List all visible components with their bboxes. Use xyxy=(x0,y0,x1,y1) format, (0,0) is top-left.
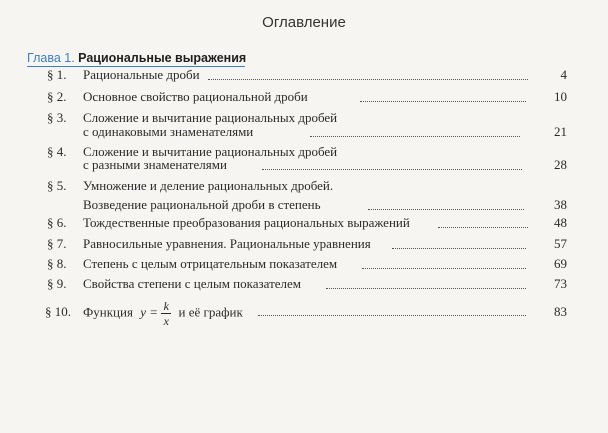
entry-title: Тождественные преобразования рациональных выражений xyxy=(83,215,410,230)
formula-numerator: k xyxy=(163,299,169,313)
leader-dots xyxy=(392,248,526,249)
leader-dots xyxy=(258,315,526,316)
leader-dots xyxy=(360,101,526,102)
leader-dots xyxy=(368,209,524,210)
entry-title-line2: с одинаковыми знаменателями xyxy=(83,124,254,139)
entry-title: Умножение и деление рациональных дробей. xyxy=(83,178,334,193)
entry-title-word: Функция xyxy=(83,304,133,320)
entry-number: § 4. xyxy=(47,144,67,159)
toc-entry-8 xyxy=(0,255,608,273)
entry-title: Свойства степени с целым показателем xyxy=(83,276,302,291)
entry-title xyxy=(83,300,243,327)
entry-title: Рациональные дроби xyxy=(83,67,200,82)
entry-number: § 7. xyxy=(47,236,67,251)
formula-fraction xyxy=(161,300,171,327)
entry-title: Основное свойство рациональной дроби xyxy=(83,89,308,104)
entry-title: Степень с целым отрицательным показателем xyxy=(83,256,338,271)
formula-lhs: y = xyxy=(140,304,158,320)
entry-number: § 9. xyxy=(47,276,67,291)
entry-title: Сложение и вычитание рациональных дробей xyxy=(83,110,338,125)
entry-page: 10 xyxy=(554,89,567,104)
entry-page: 69 xyxy=(554,256,567,271)
formula-denominator: x xyxy=(163,314,169,328)
entry-title-line2: Возведение рациональной дроби в степень xyxy=(83,197,321,212)
toc-entry-3-cont xyxy=(0,123,608,141)
entry-title-tail: и её график xyxy=(178,304,243,320)
entry-number: § 10. xyxy=(45,304,71,319)
entry-page: 4 xyxy=(560,67,567,82)
chapter-name: Рациональные выражения xyxy=(78,51,247,65)
leader-dots xyxy=(262,169,522,170)
entry-number: § 8. xyxy=(47,256,67,271)
leader-dots xyxy=(310,136,520,137)
entry-number: § 2. xyxy=(47,89,67,104)
toc-entry-2 xyxy=(0,88,608,106)
entry-page: 38 xyxy=(554,197,567,212)
toc-entry-5-cont xyxy=(0,196,608,214)
leader-dots xyxy=(208,79,528,80)
toc-entry-5 xyxy=(0,177,608,195)
entry-number: § 1. xyxy=(47,67,67,82)
page-title: Оглавление xyxy=(262,14,346,31)
entry-page: 48 xyxy=(554,215,567,230)
toc-entry-9 xyxy=(0,275,608,293)
entry-number: § 6. xyxy=(47,215,67,230)
leader-dots xyxy=(326,288,526,289)
toc-entry-4-cont xyxy=(0,156,608,174)
entry-title: Равносильные уравнения. Рациональные уравнения xyxy=(83,236,371,251)
entry-page: 21 xyxy=(554,124,567,139)
toc-entry-10 xyxy=(0,299,608,328)
chapter-heading xyxy=(27,51,246,65)
leader-dots xyxy=(362,268,526,269)
entry-number: § 3. xyxy=(47,110,67,125)
toc-entry-6 xyxy=(0,214,608,232)
entry-page: 57 xyxy=(554,236,567,251)
entry-number: § 5. xyxy=(47,178,67,193)
toc-entry-1 xyxy=(0,66,608,84)
toc-entry-7 xyxy=(0,235,608,253)
entry-page: 28 xyxy=(554,157,567,172)
entry-title: Сложение и вычитание рациональных дробей xyxy=(83,144,338,159)
entry-page: 73 xyxy=(554,276,567,291)
chapter-number: Глава 1. xyxy=(27,51,75,65)
entry-title-line2: с разными знаменателями xyxy=(83,157,227,172)
leader-dots xyxy=(438,227,528,228)
entry-page: 83 xyxy=(554,304,567,319)
formula xyxy=(140,300,171,327)
